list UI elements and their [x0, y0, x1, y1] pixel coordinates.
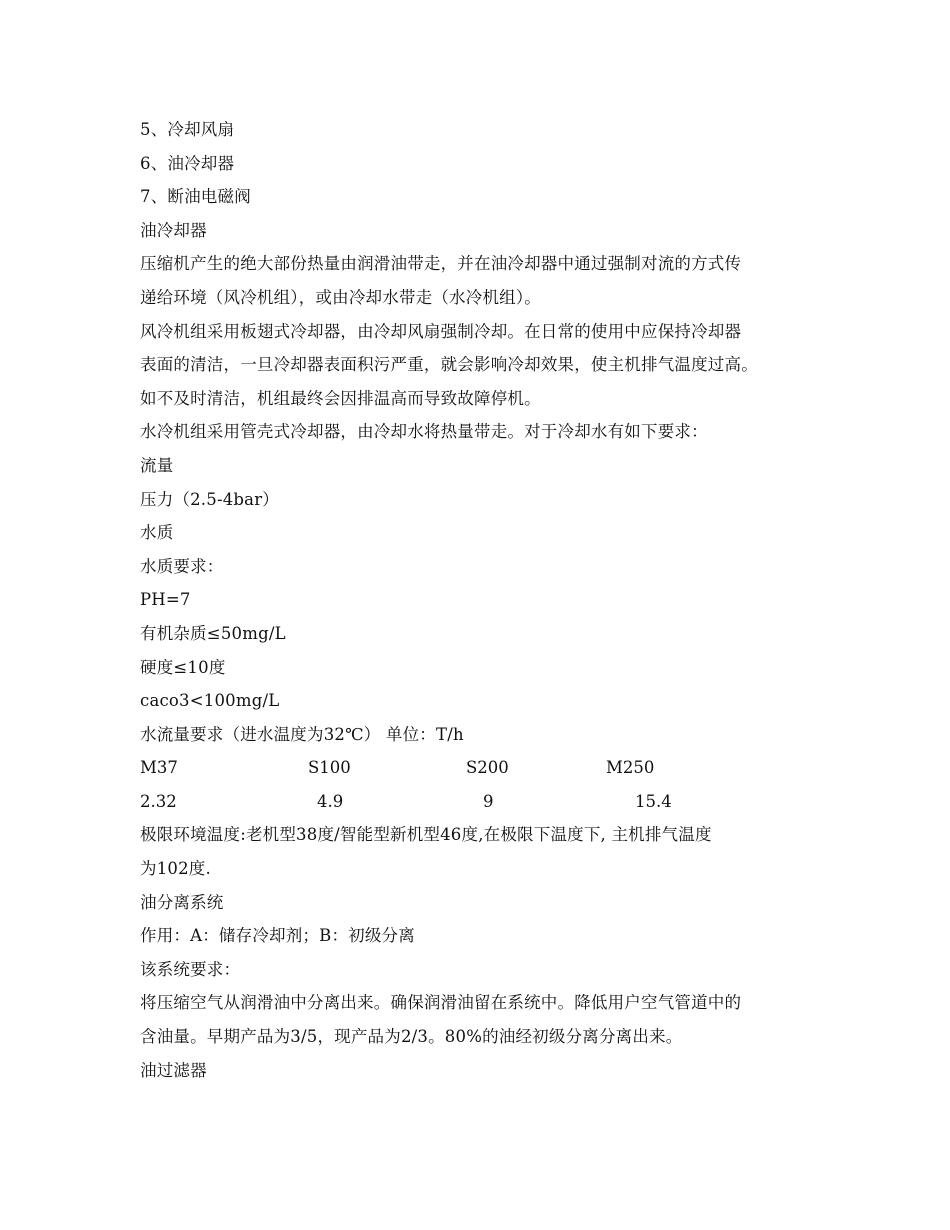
paragraph-line: 表面的清洁，一旦冷却器表面积污严重，就会影响冷却效果，使主机排气温度过高。 [140, 355, 758, 375]
table-cell-model: S200 [466, 758, 509, 778]
water-quality-heading: 水质要求： [140, 556, 224, 576]
table-cell-model: M250 [606, 758, 655, 778]
spec-ph: PH=7 [140, 590, 191, 610]
paragraph-line: 水冷机组采用管壳式冷却器，由冷却水将热量带走。对于冷却水有如下要求： [140, 422, 708, 442]
section-heading-oil-cooler: 油冷却器 [140, 220, 207, 240]
paragraph-line: 如不及时清洁，机组最终会因排温高而导致故障停机。 [140, 388, 541, 408]
paragraph-line: 将压缩空气从润滑油中分离出来。确保润滑油留在系统中。降低用户空气管道中的 [140, 993, 742, 1013]
spec-hardness: 硬度≤10度 [140, 657, 226, 677]
spec-caco3: caco3<100mg/L [140, 691, 280, 711]
table-cell-value: 2.32 [140, 791, 177, 811]
spec-organic-impurities: 有机杂质≤50mg/L [140, 623, 286, 643]
flow-requirement-heading: 水流量要求（进水温度为32℃） 单位：T/h [140, 724, 464, 744]
table-cell-value: 15.4 [635, 791, 672, 811]
paragraph-line: 该系统要求： [140, 959, 241, 979]
paragraph-line: 极限环境温度:老机型38度/智能型新机型46度,在极限下温度下, 主机排气温度 [140, 825, 712, 845]
table-cell-value: 9 [483, 791, 494, 811]
document-page [140, 113, 820, 1087]
paragraph-line: 压缩机产生的绝大部份热量由润滑油带走，并在油冷却器中通过强制对流的方式传 [140, 254, 742, 274]
paragraph-line: 为102度. [140, 859, 211, 879]
table-cell-value: 4.9 [317, 791, 344, 811]
requirement-pressure: 压力（2.5-4bar） [140, 489, 280, 509]
requirement-flow: 流量 [140, 455, 174, 475]
paragraph-line: 风冷机组采用板翅式冷却器，由冷却风扇强制冷却。在日常的使用中应保持冷却器 [140, 321, 742, 341]
section-heading-oil-separation: 油分离系统 [140, 892, 224, 912]
requirement-water-quality: 水质 [140, 523, 174, 543]
list-item-cooling-fan: 5、冷却风扇 [140, 120, 235, 139]
paragraph-line: 作用：A：储存冷却剂；B：初级分离 [140, 926, 415, 946]
flow-table-models-row [140, 751, 820, 785]
list-item-solenoid-valve: 7、断油电磁阀 [140, 187, 251, 207]
flow-table-values-row [140, 785, 820, 819]
section-heading-oil-filter: 油过滤器 [140, 1060, 207, 1080]
paragraph-line: 递给环境（风冷机组），或由冷却水带走（水冷机组）。 [140, 287, 541, 307]
table-cell-model: M37 [140, 758, 178, 778]
list-item-oil-cooler: 6、油冷却器 [140, 153, 235, 173]
table-cell-model: S100 [308, 758, 351, 778]
paragraph-line: 含油量。早期产品为3/5，现产品为2/3。80%的油经初级分离分离出来。 [140, 1027, 683, 1047]
